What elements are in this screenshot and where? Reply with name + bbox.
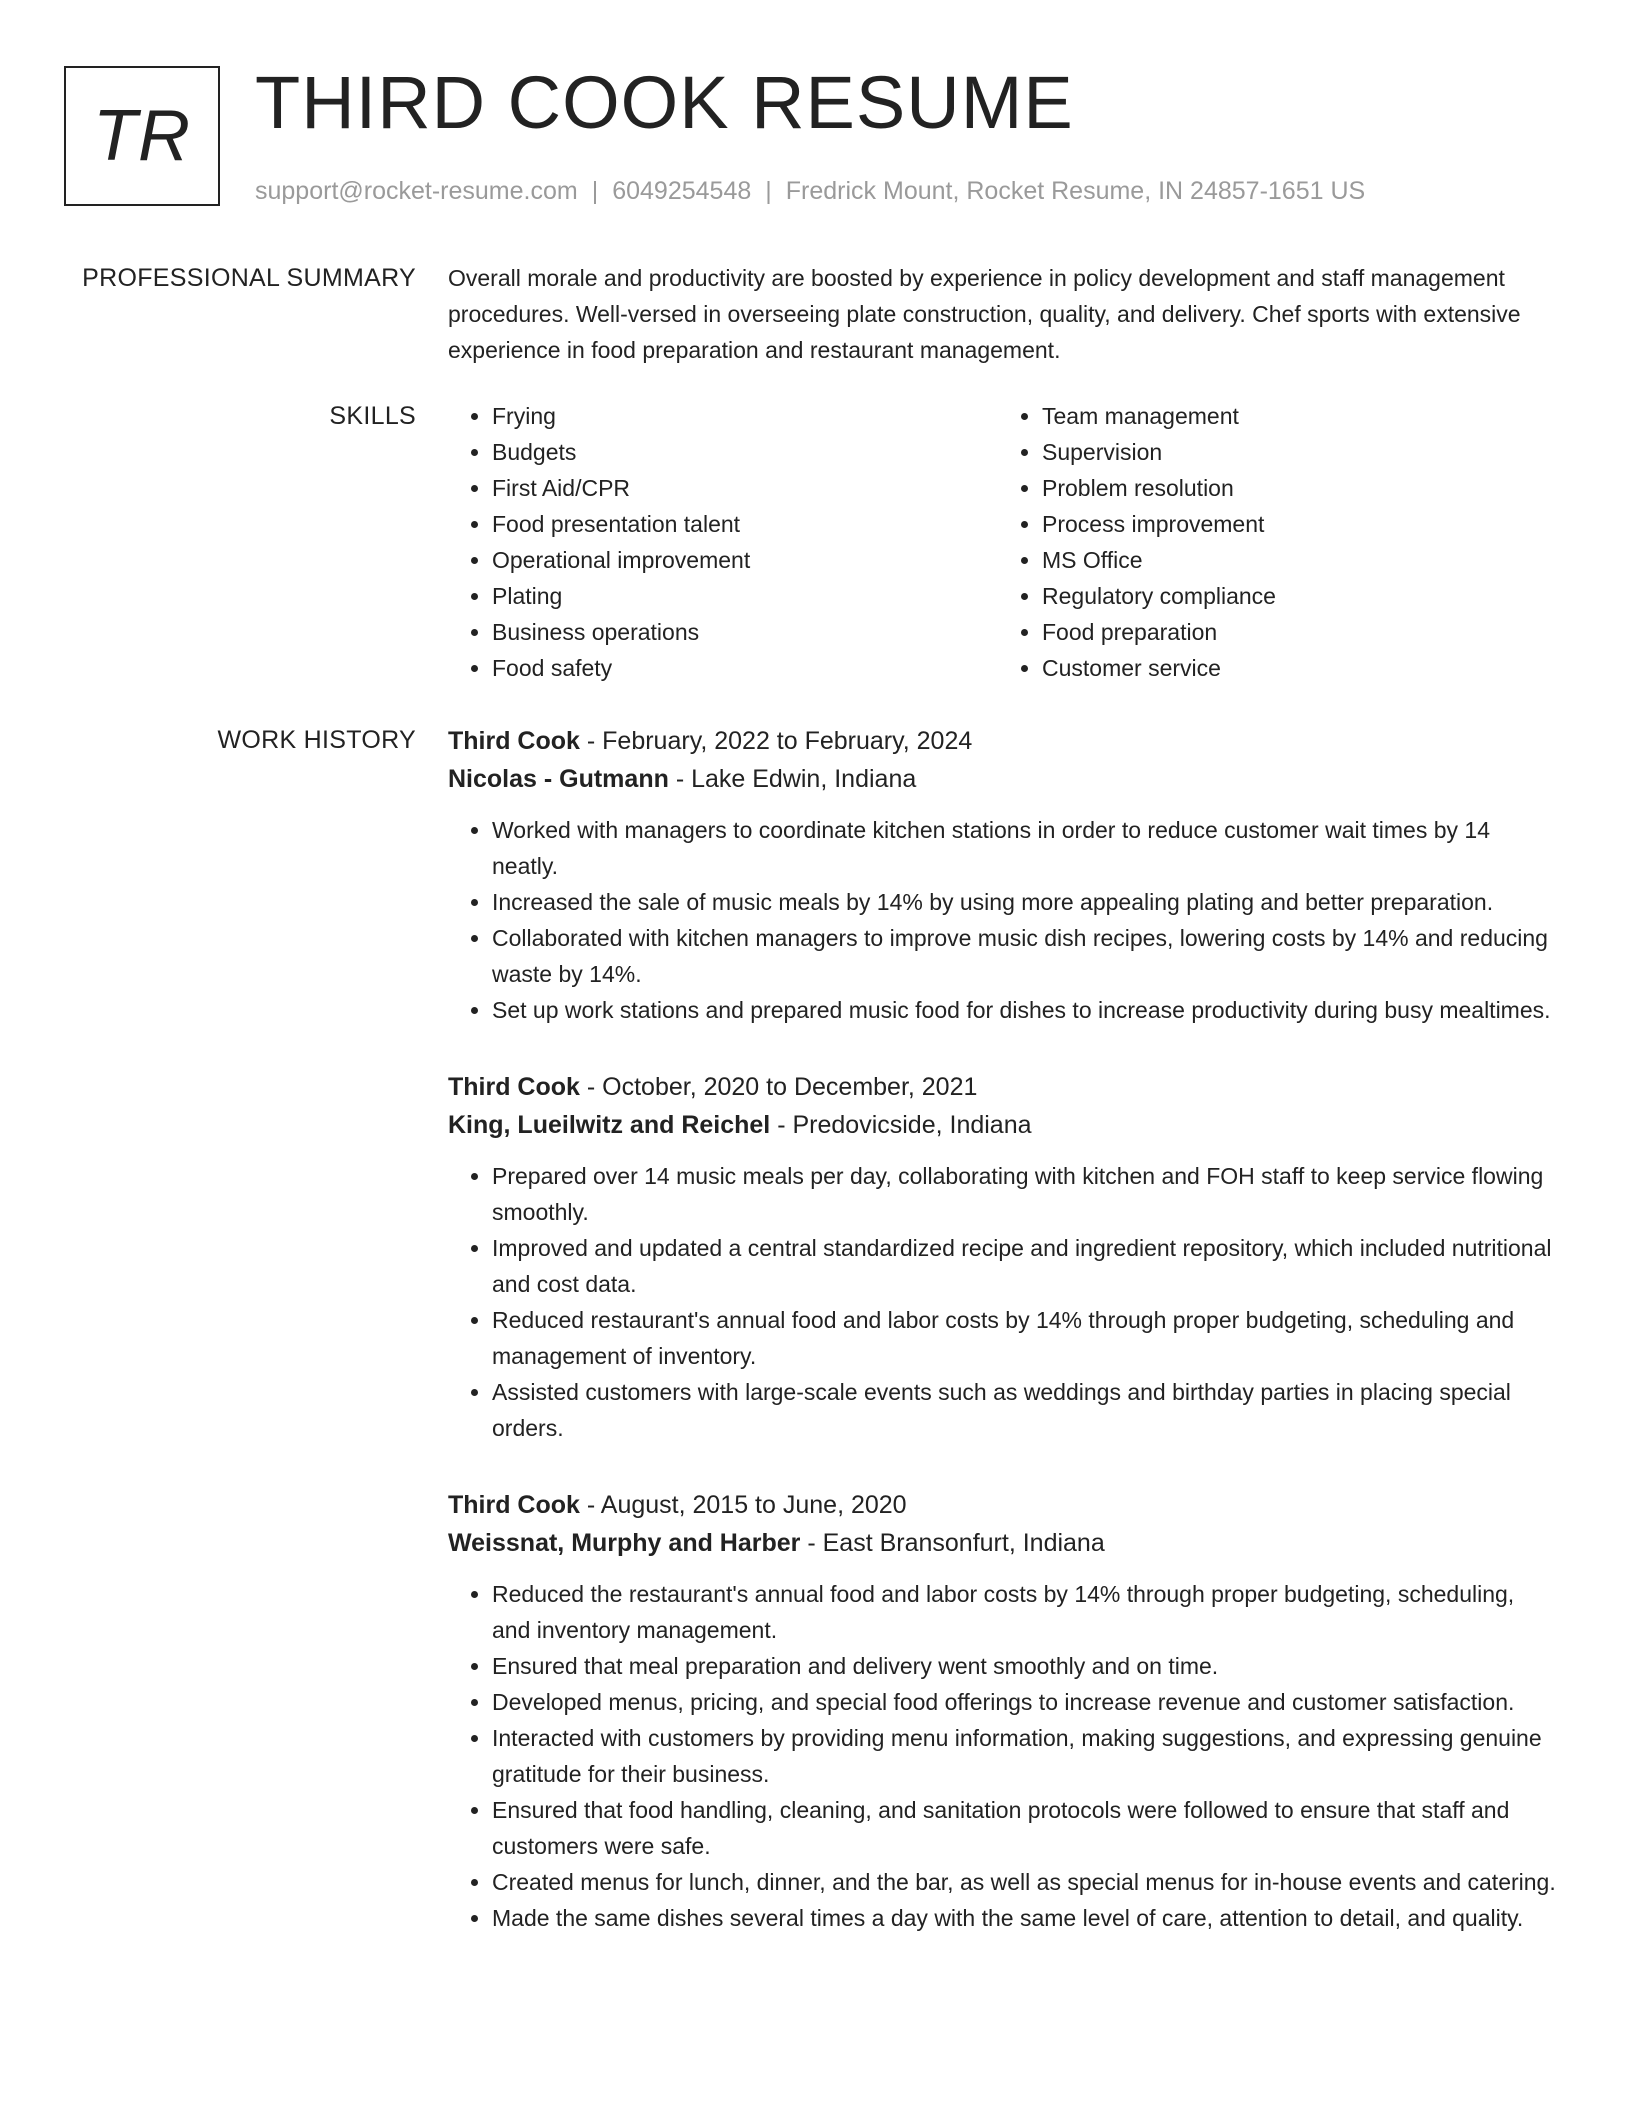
job-entry — [448, 1486, 1558, 1936]
skill-item: • Operational improvement — [492, 542, 998, 578]
job-company-line — [448, 1524, 1558, 1562]
job-dates: - August, 2015 to June, 2020 — [579, 1491, 907, 1519]
skill-item: • Budgets — [492, 434, 998, 470]
job-title-line — [448, 1486, 1558, 1524]
skill-item: • Problem resolution — [1042, 470, 1542, 506]
resume-header — [64, 61, 1564, 214]
skill-item: • First Aid/CPR — [492, 470, 998, 506]
job-dates: - October, 2020 to December, 2021 — [579, 1073, 978, 1101]
skill-item: • Food safety — [492, 650, 998, 686]
summary-label: PROFESSIONAL SUMMARY — [82, 264, 416, 292]
job-title: Third Cook — [448, 1073, 580, 1101]
job-company: Weissnat, Murphy and Harber — [448, 1529, 801, 1557]
job-bullet: • Made the same dishes several times a day with the same level of care, attention to detail, and quality. — [492, 1900, 1558, 1936]
skills-column-left — [448, 398, 998, 686]
summary-body — [448, 260, 1558, 368]
contact-line — [255, 174, 1365, 208]
skill-item: • Business operations — [492, 614, 998, 650]
work-history-label: WORK HISTORY — [217, 726, 416, 754]
job-title-line — [448, 1068, 1558, 1106]
job-bullet: • Interacted with customers by providing menu information, making suggestions, and expressing genuine gratitude for their business. — [492, 1720, 1558, 1792]
job-company-line — [448, 760, 1558, 798]
job-bullet: • Assisted customers with large-scale events such as weddings and birthday parties in placing special orders. — [492, 1374, 1558, 1446]
job-location: - East Bransonfurt, Indiana — [800, 1529, 1105, 1557]
job-bullet: • Improved and updated a central standardized recipe and ingredient repository, which included nutritional and cost data. — [492, 1230, 1558, 1302]
job-location: - Lake Edwin, Indiana — [668, 765, 917, 793]
job-title-line — [448, 722, 1558, 760]
job-bullet: • Reduced the restaurant's annual food and labor costs by 14% through proper budgeting, scheduling, and inventory management. — [492, 1576, 1558, 1648]
skill-item: • Food presentation talent — [492, 506, 998, 542]
skill-item: • Team management — [1042, 398, 1542, 434]
skills-column-right — [998, 398, 1542, 686]
job-bullet: • Ensured that meal preparation and delivery went smoothly and on time. — [492, 1648, 1558, 1684]
skills-body — [448, 398, 1558, 686]
skill-item: • Supervision — [1042, 434, 1542, 470]
work-history-body — [448, 722, 1558, 1976]
job-bullet: • Increased the sale of music meals by 14% by using more appealing plating and better preparation. — [492, 884, 1558, 920]
contact-separator: | — [765, 177, 772, 205]
job-bullet: • Collaborated with kitchen managers to improve music dish recipes, lowering costs by 14% and reducing waste by 14%. — [492, 920, 1558, 992]
job-company: Nicolas - Gutmann — [448, 765, 669, 793]
job-bullet: • Ensured that food handling, cleaning, and sanitation protocols were followed to ensure that staff and customers were safe. — [492, 1792, 1558, 1864]
job-company-line — [448, 1106, 1558, 1144]
monogram-badge: TR — [64, 66, 220, 206]
skills-label: SKILLS — [329, 402, 416, 430]
job-title: Third Cook — [448, 727, 580, 755]
job-bullet: • Set up work stations and prepared music food for dishes to increase productivity during busy mealtimes. — [492, 992, 1558, 1028]
job-bullet: • Developed menus, pricing, and special food offerings to increase revenue and customer satisfaction. — [492, 1684, 1558, 1720]
contact-email[interactable]: support@rocket-resume.com — [255, 177, 578, 205]
skill-item: • Plating — [492, 578, 998, 614]
job-bullets — [448, 812, 1558, 1028]
contact-address: Fredrick Mount, Rocket Resume, IN 24857-1651 US — [785, 177, 1366, 205]
job-entry — [448, 1068, 1558, 1446]
contact-phone[interactable]: 6049254548 — [612, 177, 752, 205]
job-bullet: • Worked with managers to coordinate kitchen stations in order to reduce customer wait times by 14 neatly. — [492, 812, 1558, 884]
job-entry — [448, 722, 1558, 1028]
summary-text: Overall morale and productivity are boosted by experience in policy development and staff management procedures. Well-versed in overseeing plate construction, quality, and delivery. Chef sports with extensive experience in food preparation and restaurant management. — [448, 265, 1521, 363]
job-bullets — [448, 1158, 1558, 1446]
skill-item: • Customer service — [1042, 650, 1542, 686]
contact-separator: | — [591, 177, 599, 205]
skill-item: • Food preparation — [1042, 614, 1542, 650]
skill-item: • Regulatory compliance — [1042, 578, 1542, 614]
resume-title: THIRD COOK RESUME — [255, 61, 1074, 144]
skill-item: • Frying — [492, 398, 998, 434]
job-bullet: • Prepared over 14 music meals per day, collaborating with kitchen and FOH staff to keep service flowing smoothly. — [492, 1158, 1558, 1230]
job-location: - Predovicside, Indiana — [770, 1111, 1032, 1139]
job-bullet: • Reduced restaurant's annual food and labor costs by 14% through proper budgeting, scheduling and management of inventory. — [492, 1302, 1558, 1374]
skill-item: • MS Office — [1042, 542, 1542, 578]
job-dates: - February, 2022 to February, 2024 — [579, 727, 973, 755]
job-bullets — [448, 1576, 1558, 1936]
skill-item: • Process improvement — [1042, 506, 1542, 542]
job-company: King, Lueilwitz and Reichel — [448, 1111, 771, 1139]
job-title: Third Cook — [448, 1491, 580, 1519]
job-bullet: • Created menus for lunch, dinner, and the bar, as well as special menus for in-house events and catering. — [492, 1864, 1558, 1900]
